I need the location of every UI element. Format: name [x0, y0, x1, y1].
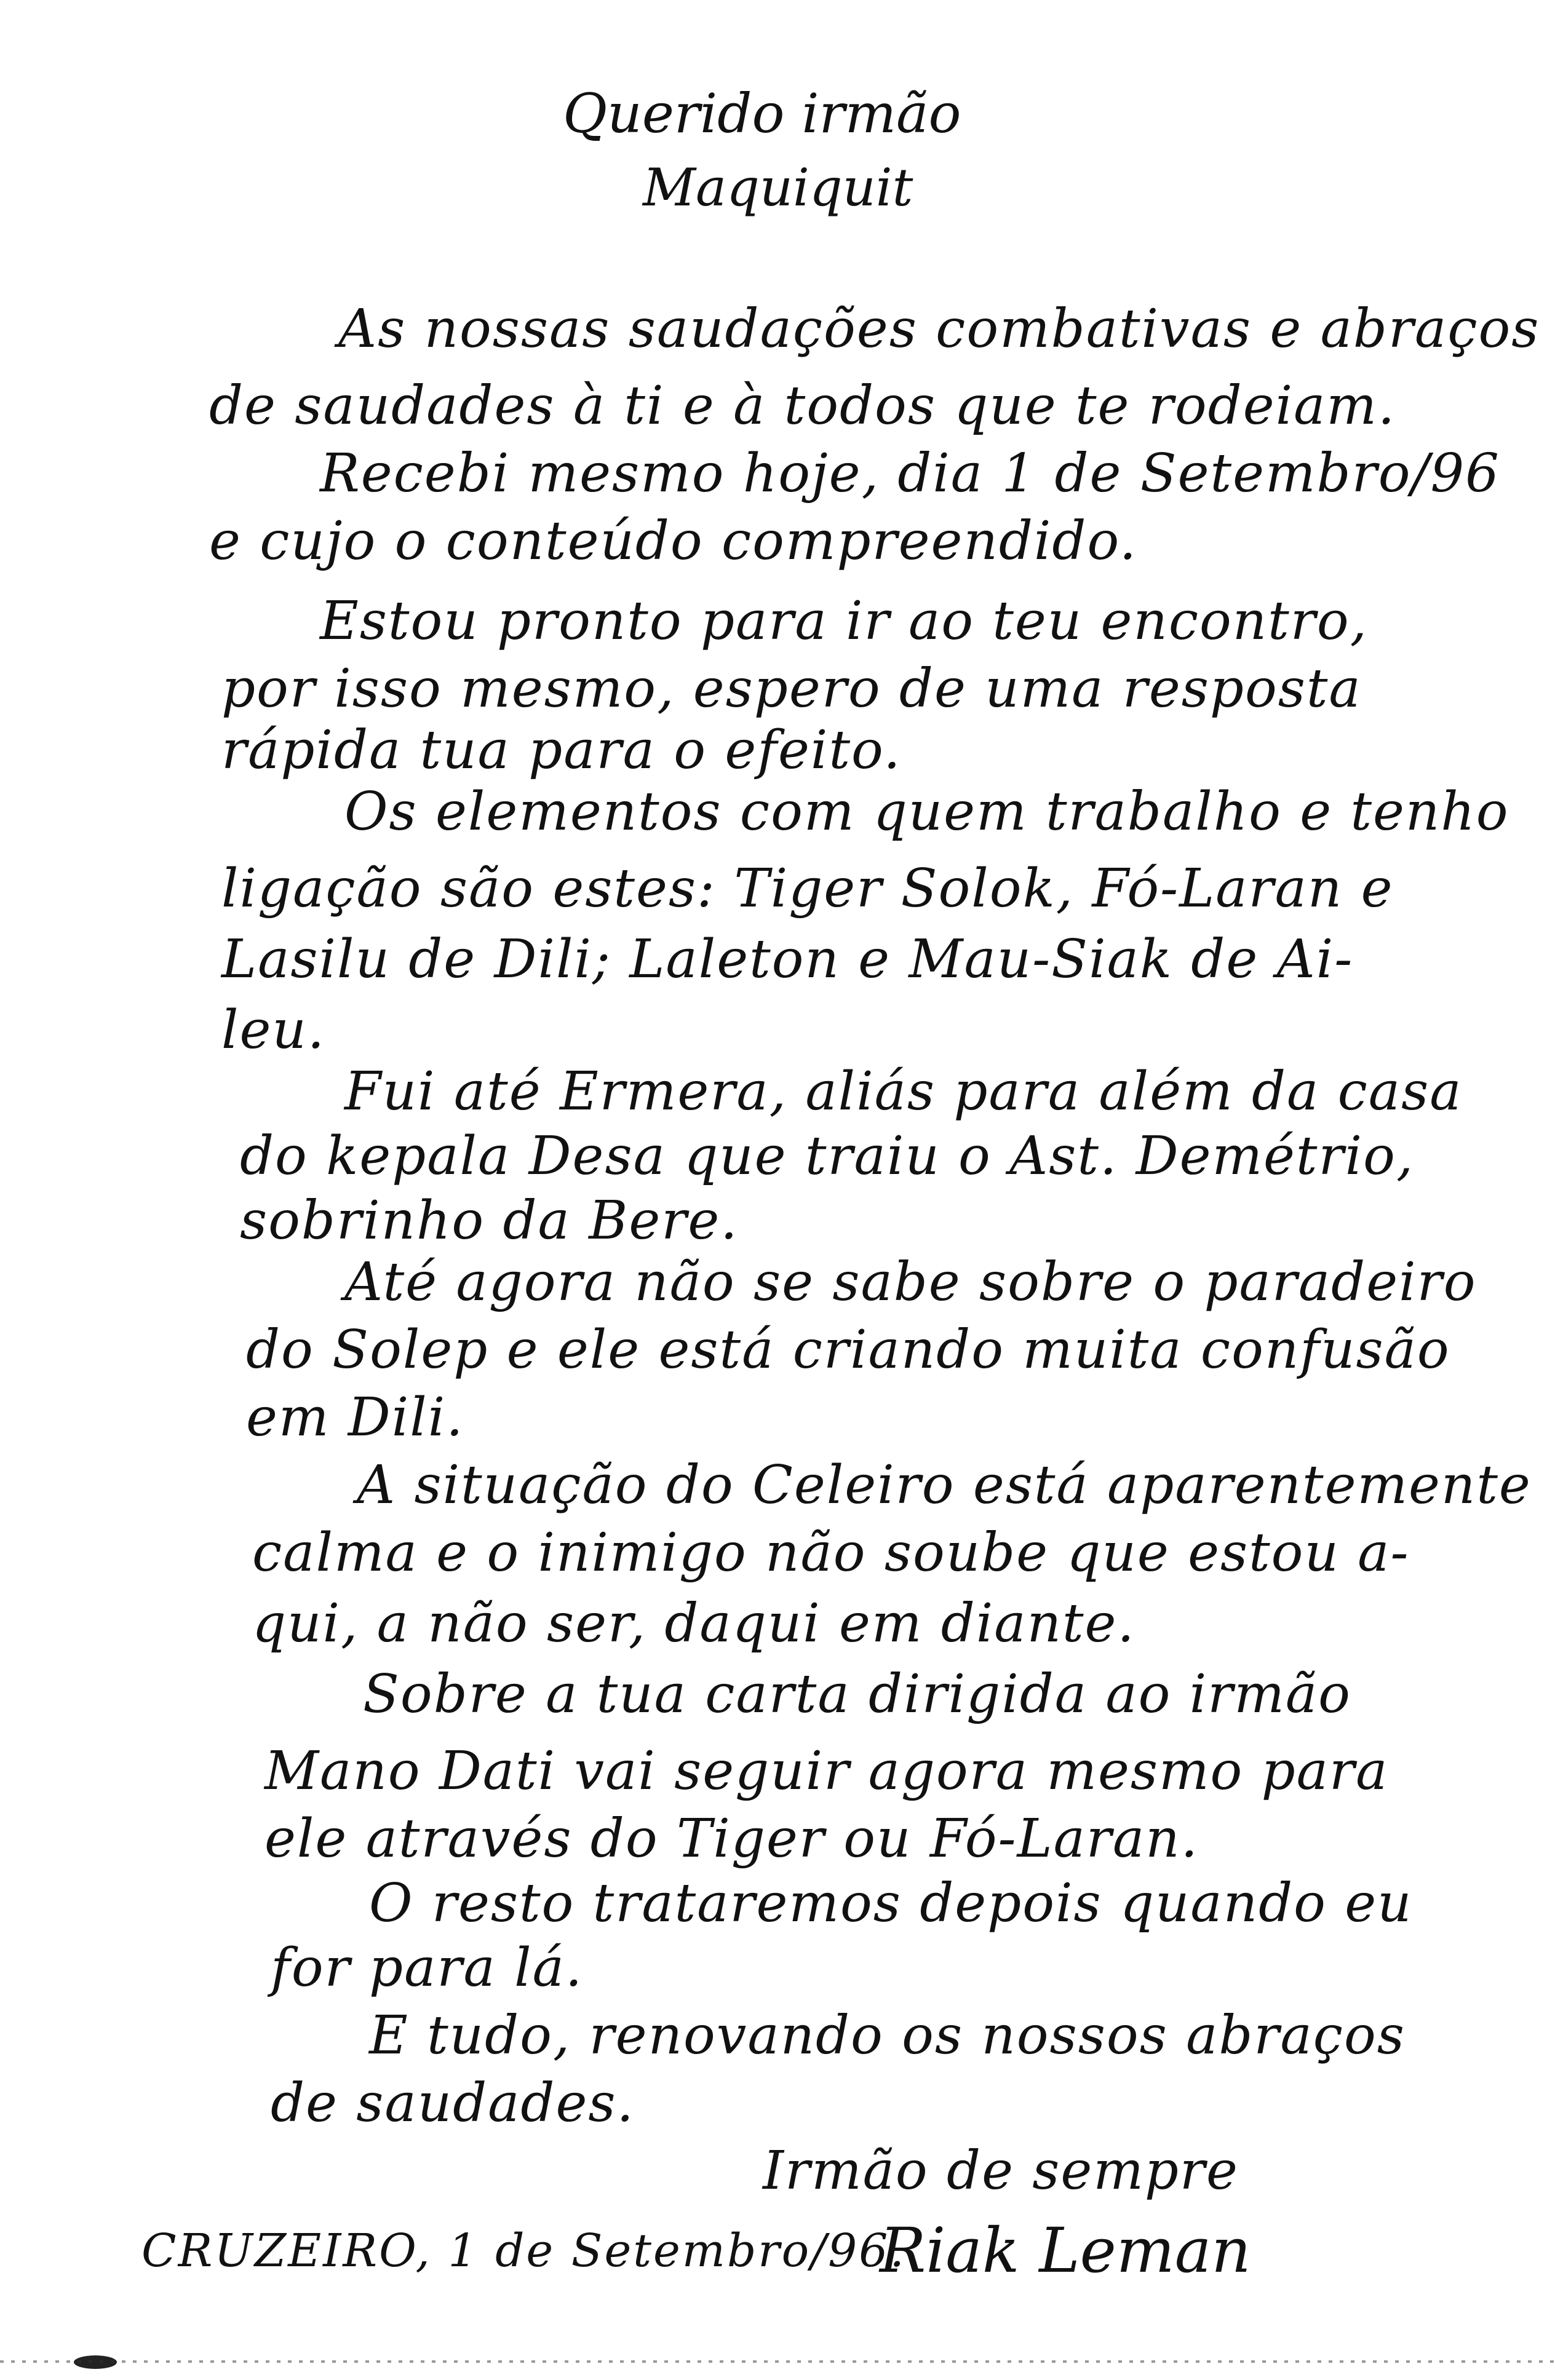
body-line: A situação do Celeiro está aparentemente [357, 1454, 1532, 1516]
body-line: qui, a não ser, daqui em diante. [252, 1593, 1135, 1654]
body-line: Estou pronto para ir ao teu encontro, [320, 590, 1368, 652]
body-line: Até agora não se sabe sobre o paradeiro [344, 1251, 1477, 1313]
body-line: ligação são estes: Tiger Solok, Fó-Laran e [221, 858, 1394, 919]
body-line: calma e o inimigo não soube que estou a- [252, 1522, 1410, 1584]
body-line: do Solep e ele está criando muita confusão [246, 1319, 1450, 1381]
signature: Riak Leman [880, 2215, 1251, 2287]
body-line: As nossas saudações combativas e abraços [338, 298, 1540, 360]
body-line: Sobre a tua carta dirigida ao irmão [363, 1664, 1351, 1725]
page-edge-mark [0, 2360, 1555, 2363]
body-line: leu. [221, 999, 326, 1061]
body-line: O resto trataremos depois quando eu [369, 1873, 1413, 1934]
body-line: Recebi mesmo hoje, dia 1 de Setembro/96 [320, 443, 1500, 504]
body-line: e cujo o conteúdo compreendido. [209, 510, 1138, 572]
body-line: por isso mesmo, espero de uma resposta [221, 658, 1362, 720]
closing-line: Irmão de sempre [763, 2140, 1239, 2202]
body-line: de saudades à ti e à todos que te rodeiam. [209, 375, 1396, 437]
body-line: Fui até Ermera, aliás para além da casa [344, 1061, 1463, 1122]
body-line: sobrinho da Bere. [240, 1190, 739, 1251]
greeting-line-2: Maquiquit [643, 157, 913, 218]
body-line: rápida tua para o efeito. [221, 720, 902, 781]
greeting-line-1: Querido irmão [563, 82, 961, 145]
body-line: ele através do Tiger ou Fó-Laran. [264, 1808, 1199, 1870]
body-line: for para lá. [271, 1937, 584, 1999]
body-line: Mano Dati vai seguir agora mesmo para [264, 1740, 1389, 1802]
body-line: E tudo, renovando os nossos abraços [369, 2005, 1406, 2066]
body-line: Lasilu de Dili; Laleton e Mau-Siak de Ai- [221, 929, 1354, 990]
body-line: de saudades. [271, 2073, 635, 2134]
place-and-date: CRUZEIRO, 1 de Setembro/96. [141, 2224, 906, 2277]
body-line: em Dili. [246, 1387, 464, 1448]
body-line: Os elementos com quem trabalho e tenho [344, 781, 1509, 843]
body-line: do kepala Desa que traiu o Ast. Demétrio, [240, 1125, 1415, 1187]
